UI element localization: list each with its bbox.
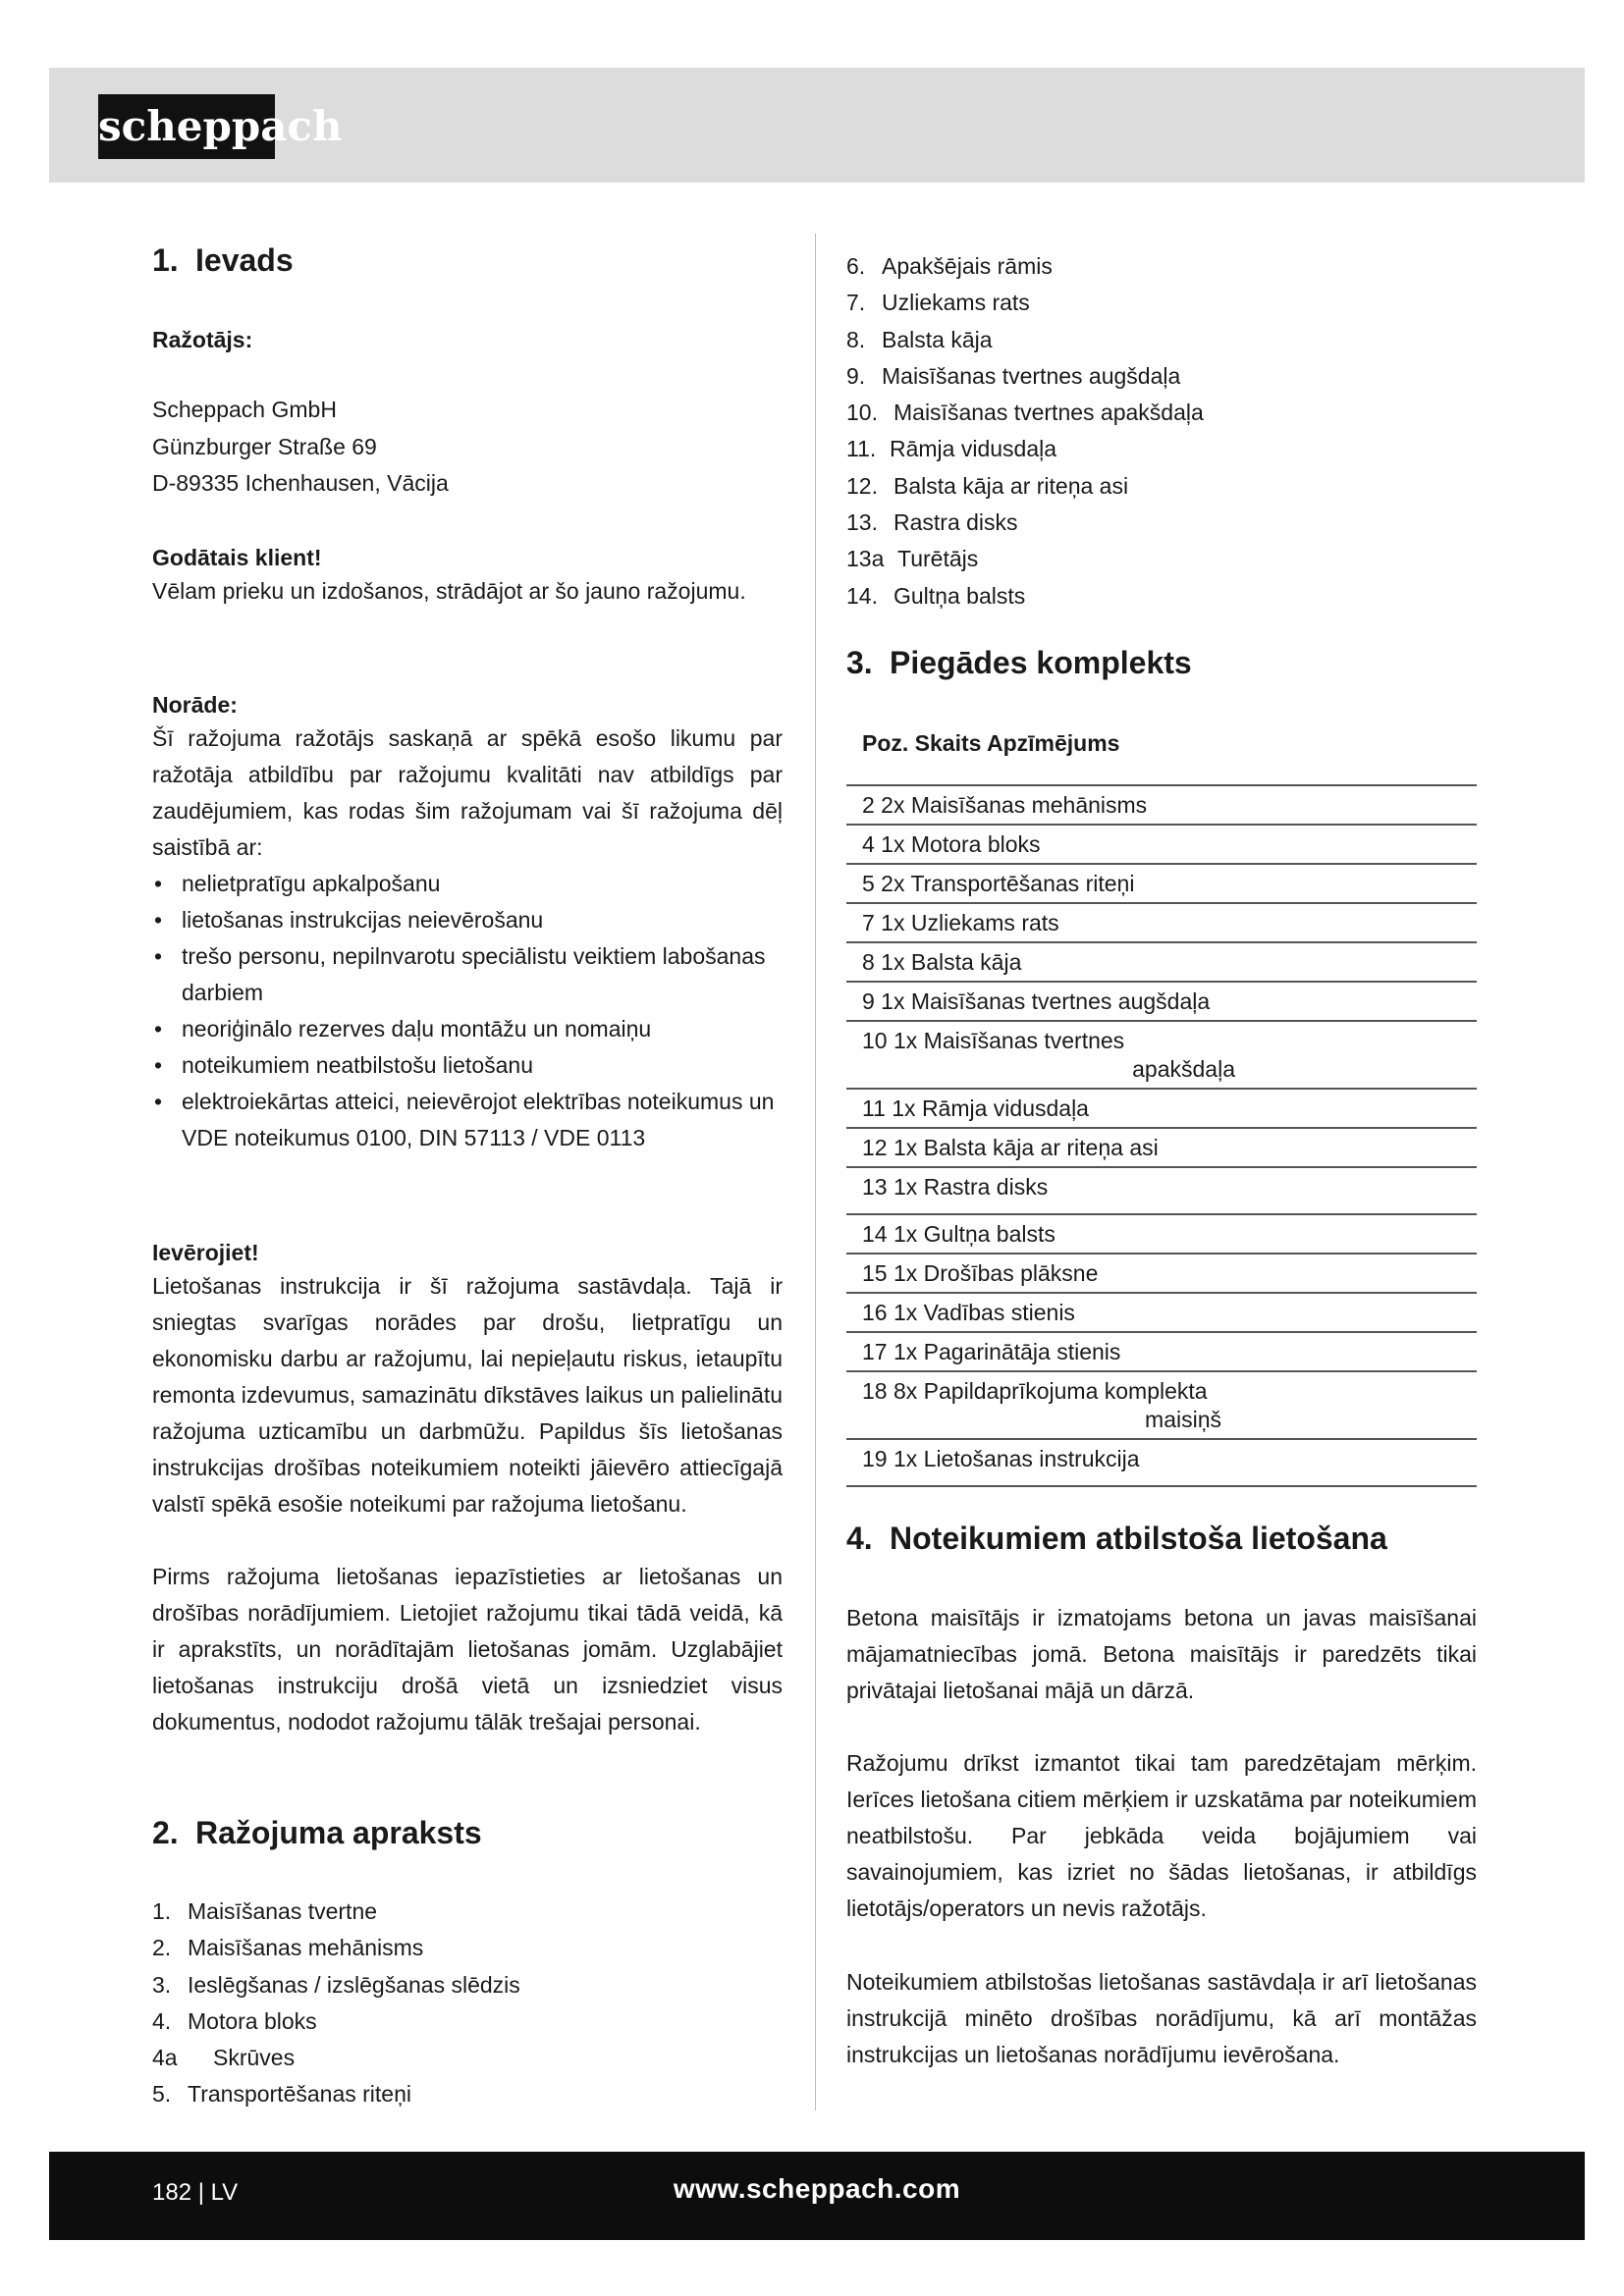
- item-label: Apakšējais rāmis: [882, 253, 1053, 279]
- list-item: [152, 1930, 520, 1966]
- section-number: 1.: [152, 242, 179, 278]
- table-row: 7 1x Uzliekams rats: [846, 904, 1477, 943]
- list-item: • neoriģinālo rezerves daļu montāžu un nomaiņu: [152, 1011, 783, 1047]
- list-item: [152, 1967, 520, 2003]
- footer-band: [49, 2152, 1585, 2240]
- item-number: 13a: [846, 546, 885, 572]
- list-item: [846, 468, 1204, 505]
- item-label: Gultņa balsts: [893, 582, 1026, 609]
- table-row: 8 1x Balsta kāja: [846, 943, 1477, 983]
- section-title: Piegādes komplekts: [890, 645, 1192, 680]
- address-line-3: D-89335 Ichenhausen, Vācija: [152, 470, 449, 496]
- item-number: 2.: [152, 1935, 172, 1961]
- list-item: [846, 505, 1204, 541]
- manufacturer-label: Ražotājs:: [152, 327, 253, 352]
- section-title: Ievads: [195, 242, 294, 278]
- table-row: 12 1x Balsta kāja ar riteņa asi: [846, 1129, 1477, 1168]
- note-label: Norāde:: [152, 692, 238, 718]
- intended-use-paragraph-2: Ražojumu drīkst izmantot tikai tam paredzētajam mērķim. Ierīces lietošana citiem mērķiem ir uzskatāma par noteikumiem neatbilstošu. Par jebkāda veida bojājumiem vai savainojumiem, kas izriet no šādas lietošanas, ir atbildīgs lietotājs/operators un nevis ražotājs.: [846, 1750, 1477, 1921]
- item-label: Rāmja vidusdaļa: [890, 436, 1057, 462]
- attention-label: Ievērojiet!: [152, 1240, 259, 1265]
- item-number: 9.: [846, 362, 866, 389]
- address-line-1: Scheppach GmbH: [152, 397, 337, 422]
- list-item: [846, 431, 1204, 467]
- item-number: 6.: [846, 253, 866, 279]
- row-text: 10 1x Maisīšanas tvertnes: [862, 1028, 1125, 1053]
- item-number: 11.: [846, 436, 877, 462]
- list-item: [846, 358, 1204, 395]
- table-row: [846, 1372, 1477, 1440]
- section-1-heading: [152, 242, 294, 279]
- section-title: Noteikumiem atbilstoša lietošana: [890, 1521, 1387, 1556]
- item-number: 7.: [846, 290, 866, 316]
- table-row: 17 1x Pagarinātāja stienis: [846, 1333, 1477, 1372]
- list-item: • trešo personu, nepilnvarotu speciālistu veiktiem labošanas darbiem: [152, 938, 783, 1011]
- parts-list-part-2: [846, 248, 1204, 614]
- item-number: 1.: [152, 1898, 172, 1924]
- item-number: 12.: [846, 472, 878, 499]
- list-item: [846, 322, 1204, 358]
- attention-paragraph-1: Lietošanas instrukcija ir šī ražojuma sastāvdaļa. Tajā ir sniegtas svarīgas norādes par drošu, lietpratīgu un ekonomisku darbu ar ražojumu, lai nepieļautu riskus, ietaupītu remonta izdevumus, samazinātu dīkstāves laikus un palielinātu ražojuma uzticamību un darbmūžu. Papildus šīs lietošanas instrukcijas drošības noteikumiem noteikti jāievēro attiecīgajā valstī spēkā esošie noteikumi par ražojuma lietošanu.: [152, 1273, 783, 1517]
- item-number: 13.: [846, 509, 878, 536]
- list-item: [846, 285, 1204, 321]
- greeting-label: Godātais klient!: [152, 545, 322, 570]
- list-item: • lietošanas instrukcijas neievērošanu: [152, 902, 783, 938]
- table-row: [846, 1022, 1477, 1090]
- row-text-continued: apakšdaļa: [1132, 1056, 1235, 1082]
- list-item: [152, 2076, 520, 2112]
- item-label: Maisīšanas tvertnes augšdaļa: [882, 362, 1181, 389]
- list-item: • elektroiekārtas atteici, neievērojot elektrības noteikumus un VDE noteikumus 0100, DIN 57113 / VDE 0113: [152, 1084, 783, 1156]
- table-row: 11 1x Rāmja vidusdaļa: [846, 1090, 1477, 1129]
- item-label: Maisīšanas tvertnes apakšdaļa: [893, 400, 1204, 426]
- list-item: [152, 1894, 520, 1930]
- item-number: 14.: [846, 582, 878, 609]
- item-label: Balsta kāja ar riteņa asi: [893, 472, 1129, 499]
- attention-paragraph-2: Pirms ražojuma lietošanas iepazīstieties ar lietošanas un drošības norādījumiem. Lietojiet ražojumu tikai tādā veidā, kā ir aprakstīts, un norādītajām lietošanas jomām. Uzglabājiet lietošanas instrukciju drošā vietā un izsniedziet visus dokumentus, nododot ražojumu tālāk trešajai personai.: [152, 1564, 783, 1735]
- item-label: Maisīšanas mehānisms: [188, 1935, 424, 1961]
- item-number: 4a: [152, 2045, 178, 2071]
- page-number: 182 | LV: [152, 2179, 239, 2206]
- item-number: 10.: [846, 400, 878, 426]
- table-row: 5 2x Transportēšanas riteņi: [846, 865, 1477, 904]
- section-number: 2.: [152, 1815, 179, 1850]
- table-row: 19 1x Lietošanas instrukcija: [846, 1440, 1477, 1487]
- list-item: [846, 541, 1204, 577]
- item-label: Balsta kāja: [882, 326, 993, 352]
- header-band: [49, 68, 1585, 183]
- list-item: [152, 2003, 520, 2040]
- list-item: • nelietpratīgu apkalpošanu: [152, 866, 783, 902]
- intended-use-paragraph-3: Noteikumiem atbilstošas lietošanas sastāvdaļa ir arī lietošanas instrukcijā minēto drošības norādījumu, kā arī montāžas instrukcijas un lietošanas norādījumu ievērošana.: [846, 1969, 1477, 2067]
- item-number: 8.: [846, 326, 866, 352]
- item-label: Ieslēgšanas / izslēgšanas slēdzis: [188, 1971, 520, 1998]
- table-row: 13 1x Rastra disks: [846, 1168, 1477, 1215]
- table-row: 9 1x Maisīšanas tvertnes augšdaļa: [846, 983, 1477, 1022]
- section-title: Ražojuma apraksts: [195, 1815, 482, 1850]
- delivery-table-header: Poz. Skaits Apzīmējums: [862, 730, 1120, 756]
- greeting-text: Vēlam prieku un izdošanos, strādājot ar šo jauno ražojumu.: [152, 578, 746, 604]
- website-url: www.scheppach.com: [673, 2173, 961, 2204]
- scheppach-logo: scheppach: [98, 94, 275, 159]
- item-label: Motora bloks: [188, 2007, 317, 2034]
- table-row: 4 1x Motora bloks: [846, 826, 1477, 865]
- item-number: 5.: [152, 2081, 172, 2108]
- note-text: Šī ražojuma ražotājs saskaņā ar spēkā esošo likumu par ražotāja atbildību par ražojumu kvalitāti nav atbildīgs par zaudējumiem, kas rodas šim ražojumam vai šī ražojuma dēļ saistībā ar:: [152, 725, 783, 860]
- section-number: 3.: [846, 645, 873, 680]
- row-text-continued: maisiņš: [1145, 1407, 1221, 1432]
- item-label: Turētājs: [897, 546, 979, 572]
- row-text: 18 8x Papildaprīkojuma komplekta: [862, 1378, 1208, 1404]
- note-list: [152, 866, 783, 1156]
- table-row: 16 1x Vadības stienis: [846, 1294, 1477, 1333]
- table-row: 2 2x Maisīšanas mehānisms: [846, 786, 1477, 826]
- table-row: 14 1x Gultņa balsts: [846, 1215, 1477, 1255]
- table-row: 15 1x Drošības plāksne: [846, 1255, 1477, 1294]
- section-4-heading: [846, 1521, 1387, 1557]
- list-item: [846, 578, 1204, 614]
- section-3-heading: [846, 645, 1192, 681]
- column-divider: [815, 234, 816, 2110]
- list-item: [846, 248, 1204, 285]
- item-label: Skrūves: [213, 2045, 296, 2071]
- intended-use-paragraph-1: Betona maisītājs ir izmatojams betona un javas maisīšanai mājamatniecības jomā. Betona maisītājs ir paredzēts tikai privātajai lietošanai mājā un dārzā.: [846, 1605, 1477, 1703]
- item-label: Transportēšanas riteņi: [188, 2081, 411, 2108]
- address-line-2: Günzburger Straße 69: [152, 434, 377, 459]
- parts-list-part-1: [152, 1894, 520, 2113]
- delivery-table: [846, 784, 1477, 1487]
- item-label: Rastra disks: [893, 509, 1018, 536]
- section-2-heading: [152, 1815, 482, 1851]
- section-number: 4.: [846, 1521, 873, 1556]
- item-label: Uzliekams rats: [882, 290, 1030, 316]
- item-number: 3.: [152, 1971, 172, 1998]
- item-number: 4.: [152, 2007, 172, 2034]
- list-item: • noteikumiem neatbilstošu lietošanu: [152, 1047, 783, 1084]
- list-item: [846, 395, 1204, 431]
- item-label: Maisīšanas tvertne: [188, 1898, 378, 1924]
- list-item: [152, 2040, 520, 2076]
